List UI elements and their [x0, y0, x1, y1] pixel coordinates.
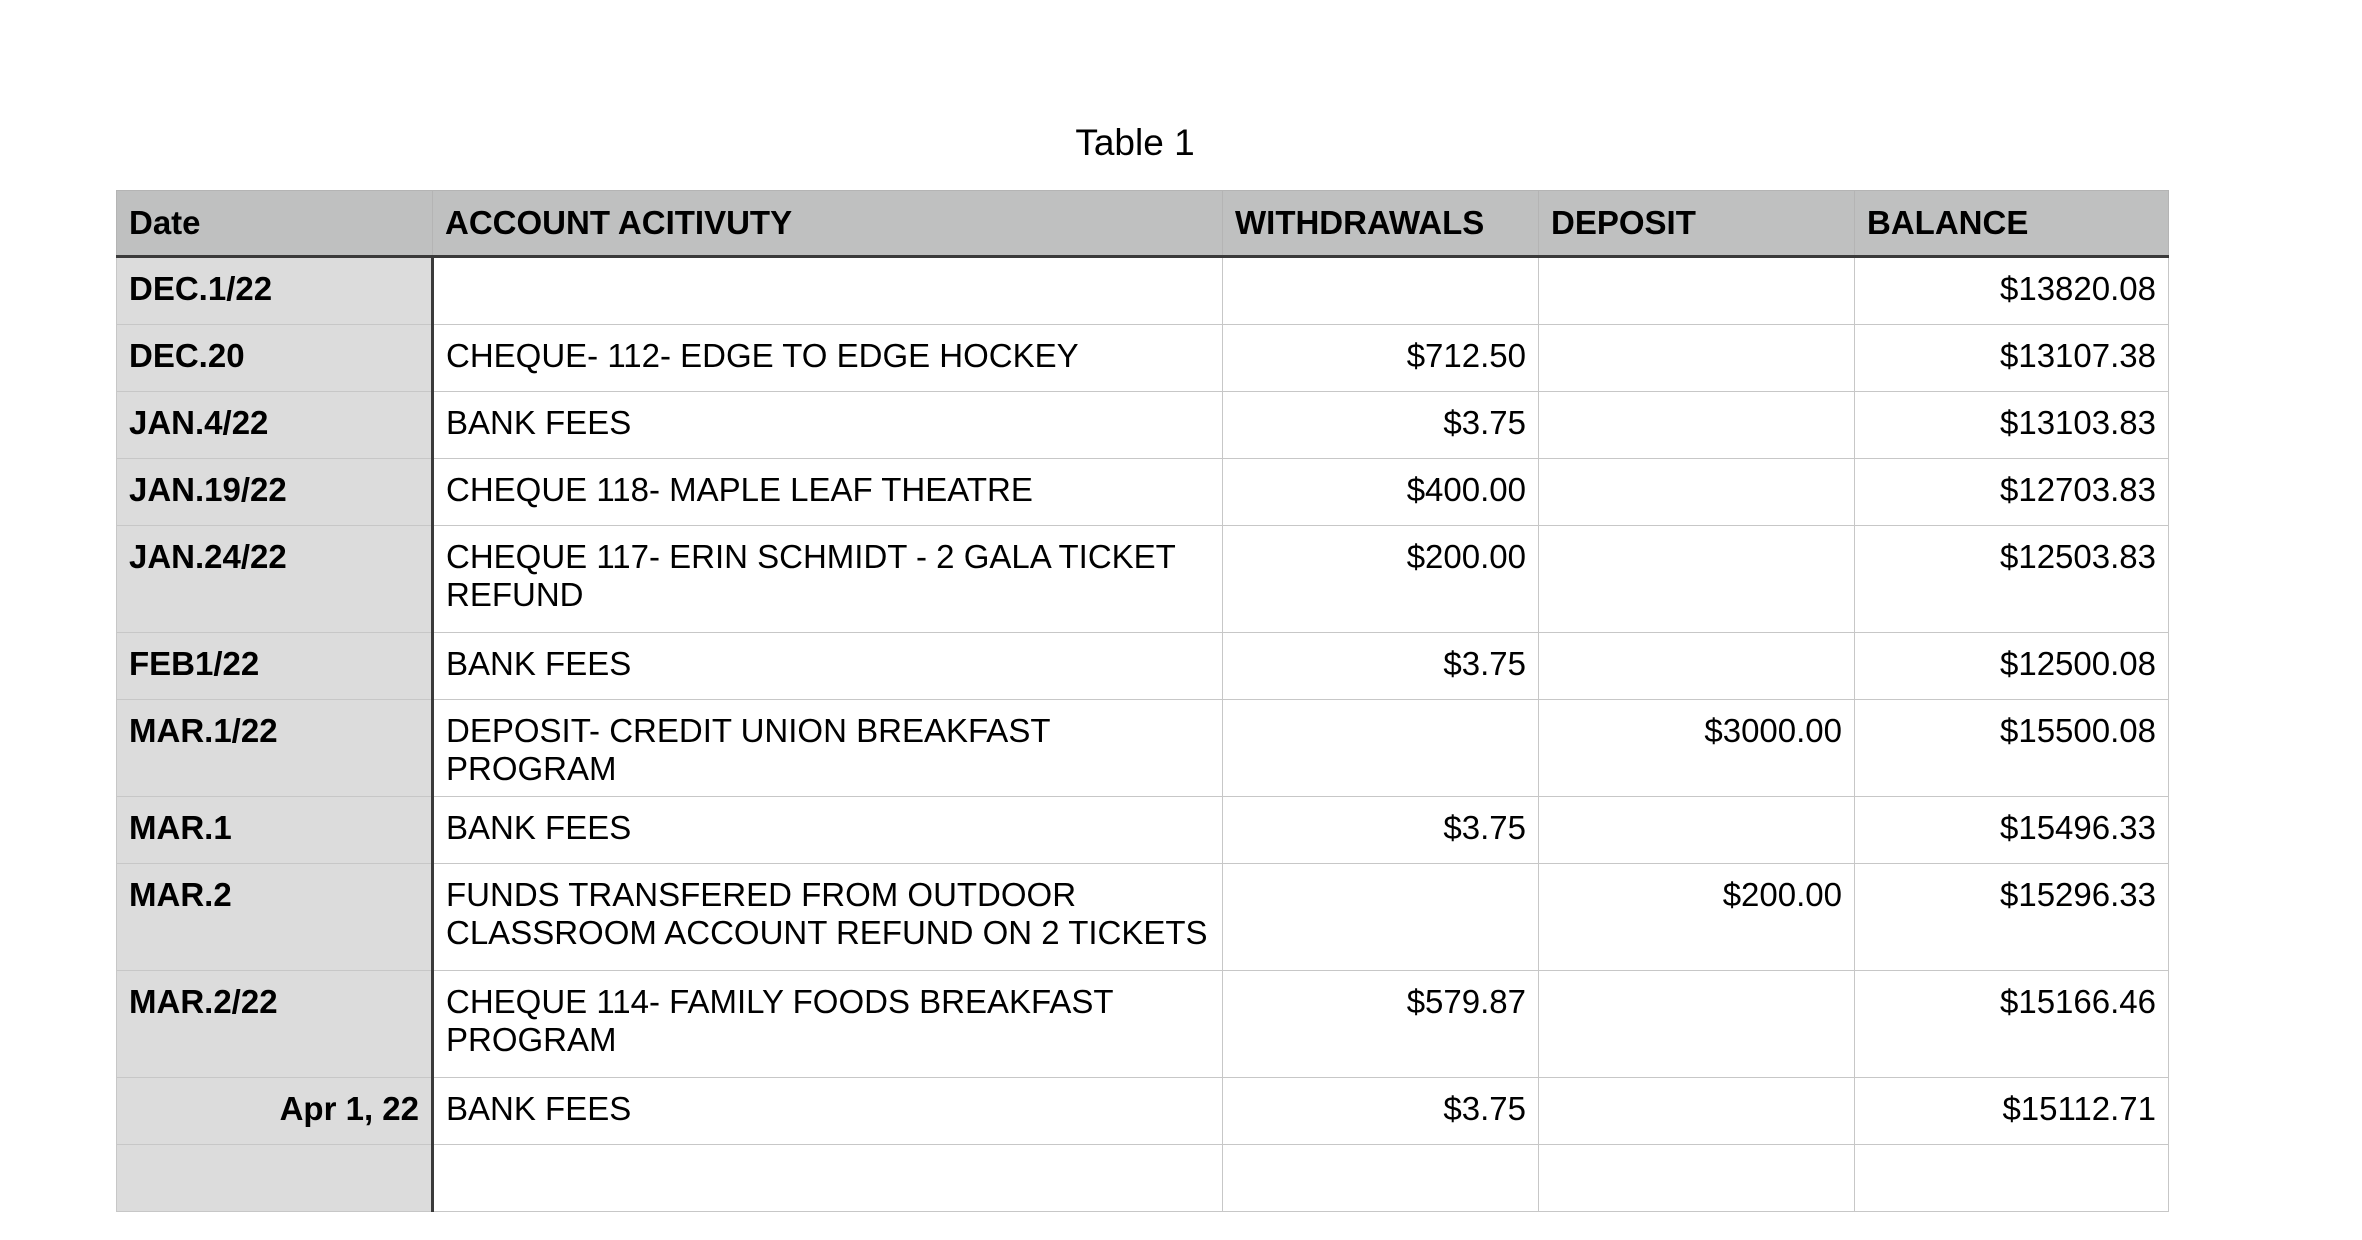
balance-cell[interactable]: $15496.33 [1855, 797, 2169, 864]
date-cell[interactable]: DEC.1/22 [117, 257, 433, 325]
header-withdrawals[interactable]: WITHDRAWALS [1223, 191, 1539, 257]
ledger-table [116, 190, 2169, 1212]
withdrawal-cell[interactable] [1223, 700, 1539, 797]
header-account-activity[interactable]: ACCOUNT ACITIVUTY [433, 191, 1223, 257]
deposit-cell[interactable] [1539, 971, 1855, 1078]
date-cell[interactable]: FEB1/22 [117, 633, 433, 700]
deposit-cell[interactable]: $3000.00 [1539, 700, 1855, 797]
activity-cell[interactable]: BANK FEES [433, 797, 1223, 864]
deposit-cell[interactable] [1539, 1078, 1855, 1145]
balance-cell[interactable]: $15166.46 [1855, 971, 2169, 1078]
header-deposit[interactable]: DEPOSIT [1539, 191, 1855, 257]
table-row [117, 459, 2169, 526]
date-cell[interactable]: Apr 1, 22 [117, 1078, 433, 1145]
activity-cell[interactable]: BANK FEES [433, 1078, 1223, 1145]
activity-cell[interactable]: BANK FEES [433, 633, 1223, 700]
withdrawal-cell[interactable]: $400.00 [1223, 459, 1539, 526]
table-row [117, 864, 2169, 971]
withdrawal-cell[interactable] [1223, 257, 1539, 325]
balance-cell[interactable]: $15500.08 [1855, 700, 2169, 797]
table-row [117, 526, 2169, 633]
deposit-cell[interactable] [1539, 325, 1855, 392]
deposit-cell[interactable] [1539, 392, 1855, 459]
header-row [117, 191, 2169, 257]
date-cell[interactable]: MAR.1 [117, 797, 433, 864]
table-row [117, 971, 2169, 1078]
activity-cell[interactable] [433, 1145, 1223, 1212]
deposit-cell[interactable] [1539, 633, 1855, 700]
table-row [117, 1078, 2169, 1145]
deposit-cell[interactable] [1539, 1145, 1855, 1212]
withdrawal-cell[interactable]: $712.50 [1223, 325, 1539, 392]
balance-cell[interactable]: $13820.08 [1855, 257, 2169, 325]
date-cell[interactable]: JAN.19/22 [117, 459, 433, 526]
header-balance[interactable]: BALANCE [1855, 191, 2169, 257]
balance-cell[interactable]: $15112.71 [1855, 1078, 2169, 1145]
date-cell[interactable]: MAR.2/22 [117, 971, 433, 1078]
activity-cell[interactable]: CHEQUE- 112- EDGE TO EDGE HOCKEY [433, 325, 1223, 392]
activity-cell[interactable]: CHEQUE 117- ERIN SCHMIDT - 2 GALA TICKET REFUND [433, 526, 1223, 633]
balance-cell[interactable]: $12503.83 [1855, 526, 2169, 633]
balance-cell[interactable] [1855, 1145, 2169, 1212]
table-row [117, 700, 2169, 797]
table-row-empty [117, 1145, 2169, 1212]
activity-cell[interactable] [433, 257, 1223, 325]
withdrawal-cell[interactable]: $3.75 [1223, 633, 1539, 700]
withdrawal-cell[interactable]: $3.75 [1223, 392, 1539, 459]
balance-cell[interactable]: $15296.33 [1855, 864, 2169, 971]
deposit-cell[interactable]: $200.00 [1539, 864, 1855, 971]
date-cell[interactable]: MAR.1/22 [117, 700, 433, 797]
deposit-cell[interactable] [1539, 526, 1855, 633]
deposit-cell[interactable] [1539, 459, 1855, 526]
activity-cell[interactable]: FUNDS TRANSFERED FROM OUTDOOR CLASSROOM ACCOUNT REFUND ON 2 TICKETS [433, 864, 1223, 971]
date-cell[interactable]: MAR.2 [117, 864, 433, 971]
balance-cell[interactable]: $13103.83 [1855, 392, 2169, 459]
balance-cell[interactable]: $12703.83 [1855, 459, 2169, 526]
deposit-cell[interactable] [1539, 797, 1855, 864]
date-cell[interactable]: DEC.20 [117, 325, 433, 392]
header-date[interactable]: Date [117, 191, 433, 257]
withdrawal-cell[interactable]: $579.87 [1223, 971, 1539, 1078]
date-cell[interactable]: JAN.24/22 [117, 526, 433, 633]
table-row [117, 325, 2169, 392]
withdrawal-cell[interactable]: $3.75 [1223, 1078, 1539, 1145]
balance-cell[interactable]: $13107.38 [1855, 325, 2169, 392]
withdrawal-cell[interactable]: $3.75 [1223, 797, 1539, 864]
date-cell[interactable] [117, 1145, 433, 1212]
table-title: Table 1 [1075, 122, 1195, 163]
withdrawal-cell[interactable]: $200.00 [1223, 526, 1539, 633]
deposit-cell[interactable] [1539, 257, 1855, 325]
activity-cell[interactable]: CHEQUE 118- MAPLE LEAF THEATRE [433, 459, 1223, 526]
table-row [117, 633, 2169, 700]
activity-cell[interactable]: BANK FEES [433, 392, 1223, 459]
date-cell[interactable]: JAN.4/22 [117, 392, 433, 459]
activity-cell[interactable]: DEPOSIT- CREDIT UNION BREAKFAST PROGRAM [433, 700, 1223, 797]
table-row [117, 797, 2169, 864]
balance-cell[interactable]: $12500.08 [1855, 633, 2169, 700]
withdrawal-cell[interactable] [1223, 864, 1539, 971]
withdrawal-cell[interactable] [1223, 1145, 1539, 1212]
activity-cell[interactable]: CHEQUE 114- FAMILY FOODS BREAKFAST PROGRAM [433, 971, 1223, 1078]
table-row [117, 257, 2169, 325]
table-row [117, 392, 2169, 459]
